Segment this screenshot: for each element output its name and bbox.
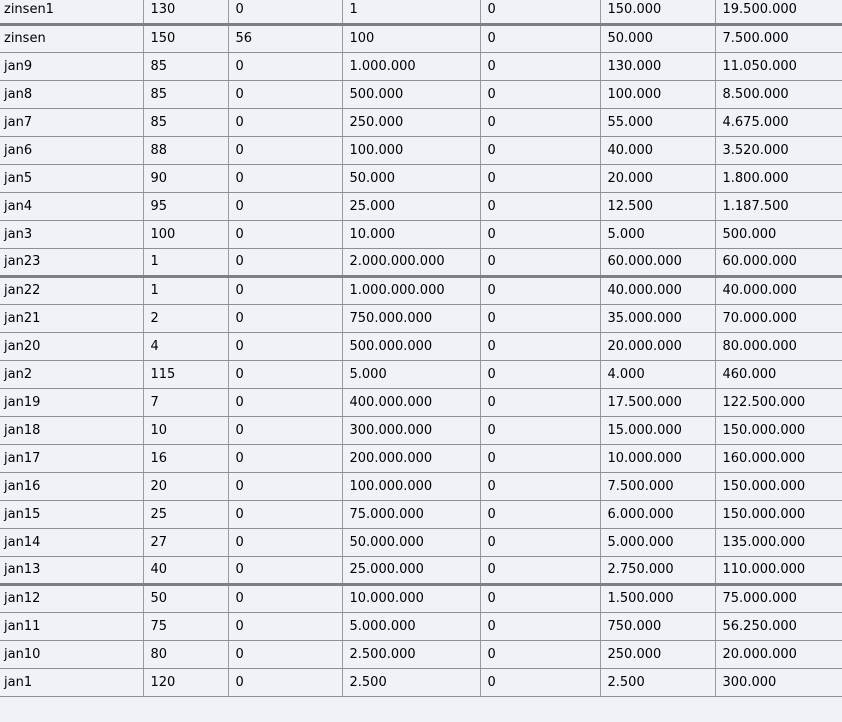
value-cell: 5.000 (600, 220, 715, 248)
value-cell: 1.500.000 (600, 584, 715, 612)
value-cell: 0 (228, 0, 342, 24)
value-cell: 50 (143, 584, 228, 612)
value-cell: 150.000.000 (715, 472, 842, 500)
row-name-cell: jan2 (0, 360, 143, 388)
value-cell: 0 (480, 24, 600, 52)
value-cell: 0 (480, 668, 600, 696)
row-name-cell: jan1 (0, 668, 143, 696)
table-row[interactable] (0, 248, 842, 276)
row-name-cell: jan14 (0, 528, 143, 556)
table-row[interactable] (0, 416, 842, 444)
value-cell: 0 (480, 612, 600, 640)
value-cell: 0 (480, 584, 600, 612)
value-cell: 0 (480, 304, 600, 332)
row-name-cell: jan18 (0, 416, 143, 444)
value-cell: 0 (228, 388, 342, 416)
value-cell: 122.500.000 (715, 388, 842, 416)
value-cell: 0 (228, 136, 342, 164)
value-cell: 0 (480, 416, 600, 444)
value-cell: 0 (480, 332, 600, 360)
row-name-cell: zinsen (0, 24, 143, 52)
value-cell: 300.000.000 (342, 416, 480, 444)
value-cell: 0 (228, 192, 342, 220)
value-cell: 1 (143, 276, 228, 304)
value-cell: 100.000 (342, 136, 480, 164)
value-cell: 60.000.000 (600, 248, 715, 276)
value-cell: 25.000 (342, 192, 480, 220)
value-cell: 130 (143, 0, 228, 24)
value-cell: 19.500.000 (715, 0, 842, 24)
table-row[interactable] (0, 556, 842, 584)
value-cell: 110.000.000 (715, 556, 842, 584)
value-cell: 100.000.000 (342, 472, 480, 500)
value-cell: 0 (480, 388, 600, 416)
value-cell: 10 (143, 416, 228, 444)
value-cell: 5.000.000 (600, 528, 715, 556)
value-cell: 11.050.000 (715, 52, 842, 80)
row-name-cell: jan6 (0, 136, 143, 164)
table-row[interactable] (0, 388, 842, 416)
value-cell: 5.000 (342, 360, 480, 388)
value-cell: 0 (480, 500, 600, 528)
value-cell: 50.000.000 (342, 528, 480, 556)
value-cell: 0 (228, 108, 342, 136)
value-cell: 0 (228, 276, 342, 304)
table-row[interactable] (0, 80, 842, 108)
value-cell: 56.250.000 (715, 612, 842, 640)
row-name-cell: jan19 (0, 388, 143, 416)
table-row[interactable] (0, 360, 842, 388)
value-cell: 0 (228, 500, 342, 528)
row-name-cell: jan17 (0, 444, 143, 472)
value-cell: 0 (480, 276, 600, 304)
table-row[interactable] (0, 612, 842, 640)
value-cell: 0 (228, 612, 342, 640)
value-cell: 0 (480, 192, 600, 220)
value-cell: 20 (143, 472, 228, 500)
value-cell: 0 (228, 220, 342, 248)
value-cell: 0 (228, 80, 342, 108)
value-cell: 2.750.000 (600, 556, 715, 584)
value-cell: 10.000 (342, 220, 480, 248)
value-cell: 0 (480, 472, 600, 500)
value-cell: 150.000.000 (715, 416, 842, 444)
value-cell: 0 (480, 248, 600, 276)
table-row[interactable] (0, 276, 842, 304)
value-cell: 2 (143, 304, 228, 332)
value-cell: 0 (480, 220, 600, 248)
value-cell: 40.000.000 (600, 276, 715, 304)
value-cell: 0 (228, 472, 342, 500)
row-name-cell: jan20 (0, 332, 143, 360)
value-cell: 0 (228, 444, 342, 472)
value-cell: 2.500.000 (342, 640, 480, 668)
row-name-cell: zinsen1 (0, 0, 143, 24)
value-cell: 500.000 (715, 220, 842, 248)
table-row[interactable] (0, 304, 842, 332)
value-cell: 40.000 (600, 136, 715, 164)
value-cell: 7.500.000 (715, 24, 842, 52)
value-cell: 0 (480, 360, 600, 388)
value-cell: 100.000 (600, 80, 715, 108)
value-cell: 750.000.000 (342, 304, 480, 332)
table-row[interactable] (0, 192, 842, 220)
value-cell: 17.500.000 (600, 388, 715, 416)
value-cell: 4 (143, 332, 228, 360)
row-name-cell: jan5 (0, 164, 143, 192)
value-cell: 135.000.000 (715, 528, 842, 556)
value-cell: 300.000 (715, 668, 842, 696)
value-cell: 0 (480, 164, 600, 192)
value-cell: 130.000 (600, 52, 715, 80)
value-cell: 2.500 (600, 668, 715, 696)
value-cell: 0 (228, 304, 342, 332)
value-cell: 1 (342, 0, 480, 24)
value-cell: 0 (228, 332, 342, 360)
value-cell: 0 (228, 556, 342, 584)
value-cell: 56 (228, 24, 342, 52)
value-cell: 150.000 (600, 0, 715, 24)
table-row[interactable] (0, 52, 842, 80)
value-cell: 500.000.000 (342, 332, 480, 360)
value-cell: 7 (143, 388, 228, 416)
value-cell: 7.500.000 (600, 472, 715, 500)
value-cell: 95 (143, 192, 228, 220)
value-cell: 6.000.000 (600, 500, 715, 528)
row-name-cell: jan4 (0, 192, 143, 220)
value-cell: 150 (143, 24, 228, 52)
value-cell: 0 (480, 528, 600, 556)
value-cell: 25.000.000 (342, 556, 480, 584)
value-cell: 0 (228, 248, 342, 276)
value-cell: 27 (143, 528, 228, 556)
value-cell: 1.187.500 (715, 192, 842, 220)
value-cell: 0 (480, 136, 600, 164)
value-cell: 16 (143, 444, 228, 472)
value-cell: 150.000.000 (715, 500, 842, 528)
value-cell: 120 (143, 668, 228, 696)
table-row[interactable] (0, 0, 842, 24)
row-name-cell: jan23 (0, 248, 143, 276)
value-cell: 88 (143, 136, 228, 164)
row-name-cell: jan15 (0, 500, 143, 528)
value-cell: 1.800.000 (715, 164, 842, 192)
value-cell: 35.000.000 (600, 304, 715, 332)
table-row[interactable] (0, 220, 842, 248)
table-row[interactable] (0, 640, 842, 668)
value-cell: 4.000 (600, 360, 715, 388)
value-cell: 0 (480, 108, 600, 136)
value-cell: 90 (143, 164, 228, 192)
value-cell: 0 (228, 416, 342, 444)
value-cell: 1.000.000.000 (342, 276, 480, 304)
value-cell: 0 (480, 640, 600, 668)
value-cell: 85 (143, 80, 228, 108)
row-name-cell: jan11 (0, 612, 143, 640)
value-cell: 500.000 (342, 80, 480, 108)
value-cell: 75 (143, 612, 228, 640)
row-name-cell: jan21 (0, 304, 143, 332)
value-cell: 250.000 (600, 640, 715, 668)
value-cell: 2.000.000.000 (342, 248, 480, 276)
value-cell: 0 (228, 52, 342, 80)
table-row[interactable] (0, 444, 842, 472)
table-row[interactable] (0, 472, 842, 500)
value-cell: 160.000.000 (715, 444, 842, 472)
value-cell: 40.000.000 (715, 276, 842, 304)
value-cell: 1 (143, 248, 228, 276)
value-cell: 75.000.000 (342, 500, 480, 528)
value-cell: 3.520.000 (715, 136, 842, 164)
value-cell: 100 (143, 220, 228, 248)
table-row[interactable] (0, 584, 842, 612)
value-cell: 460.000 (715, 360, 842, 388)
table-row[interactable] (0, 24, 842, 52)
row-name-cell: jan9 (0, 52, 143, 80)
table-row[interactable] (0, 500, 842, 528)
value-cell: 0 (228, 164, 342, 192)
value-cell: 12.500 (600, 192, 715, 220)
value-cell: 200.000.000 (342, 444, 480, 472)
value-cell: 75.000.000 (715, 584, 842, 612)
value-cell: 250.000 (342, 108, 480, 136)
row-name-cell: jan22 (0, 276, 143, 304)
value-cell: 5.000.000 (342, 612, 480, 640)
value-cell: 0 (480, 52, 600, 80)
value-cell: 0 (228, 668, 342, 696)
value-cell: 750.000 (600, 612, 715, 640)
row-name-cell: jan16 (0, 472, 143, 500)
value-cell: 400.000.000 (342, 388, 480, 416)
value-cell: 50.000 (600, 24, 715, 52)
value-cell: 0 (228, 528, 342, 556)
value-cell: 115 (143, 360, 228, 388)
row-name-cell: jan13 (0, 556, 143, 584)
value-cell: 0 (480, 80, 600, 108)
value-cell: 50.000 (342, 164, 480, 192)
value-cell: 10.000.000 (600, 444, 715, 472)
value-cell: 20.000.000 (715, 640, 842, 668)
value-cell: 4.675.000 (715, 108, 842, 136)
table-row[interactable] (0, 164, 842, 192)
value-cell: 0 (228, 640, 342, 668)
value-cell: 40 (143, 556, 228, 584)
value-cell: 55.000 (600, 108, 715, 136)
value-cell: 2.500 (342, 668, 480, 696)
value-cell: 10.000.000 (342, 584, 480, 612)
value-cell: 80.000.000 (715, 332, 842, 360)
value-cell: 0 (228, 584, 342, 612)
table-row[interactable] (0, 668, 842, 696)
table-row[interactable] (0, 528, 842, 556)
table-row[interactable] (0, 332, 842, 360)
row-name-cell: jan10 (0, 640, 143, 668)
value-cell: 0 (480, 444, 600, 472)
table-row[interactable] (0, 108, 842, 136)
table-row[interactable] (0, 136, 842, 164)
value-cell: 85 (143, 52, 228, 80)
value-cell: 70.000.000 (715, 304, 842, 332)
row-name-cell: jan12 (0, 584, 143, 612)
value-cell: 1.000.000 (342, 52, 480, 80)
row-name-cell: jan3 (0, 220, 143, 248)
row-name-cell: jan7 (0, 108, 143, 136)
value-cell: 80 (143, 640, 228, 668)
value-cell: 8.500.000 (715, 80, 842, 108)
value-cell: 85 (143, 108, 228, 136)
value-cell: 20.000.000 (600, 332, 715, 360)
value-cell: 20.000 (600, 164, 715, 192)
value-cell: 0 (480, 0, 600, 24)
value-cell: 100 (342, 24, 480, 52)
row-name-cell: jan8 (0, 80, 143, 108)
value-cell: 25 (143, 500, 228, 528)
value-cell: 0 (480, 556, 600, 584)
value-cell: 15.000.000 (600, 416, 715, 444)
value-cell: 60.000.000 (715, 248, 842, 276)
value-cell: 0 (228, 360, 342, 388)
